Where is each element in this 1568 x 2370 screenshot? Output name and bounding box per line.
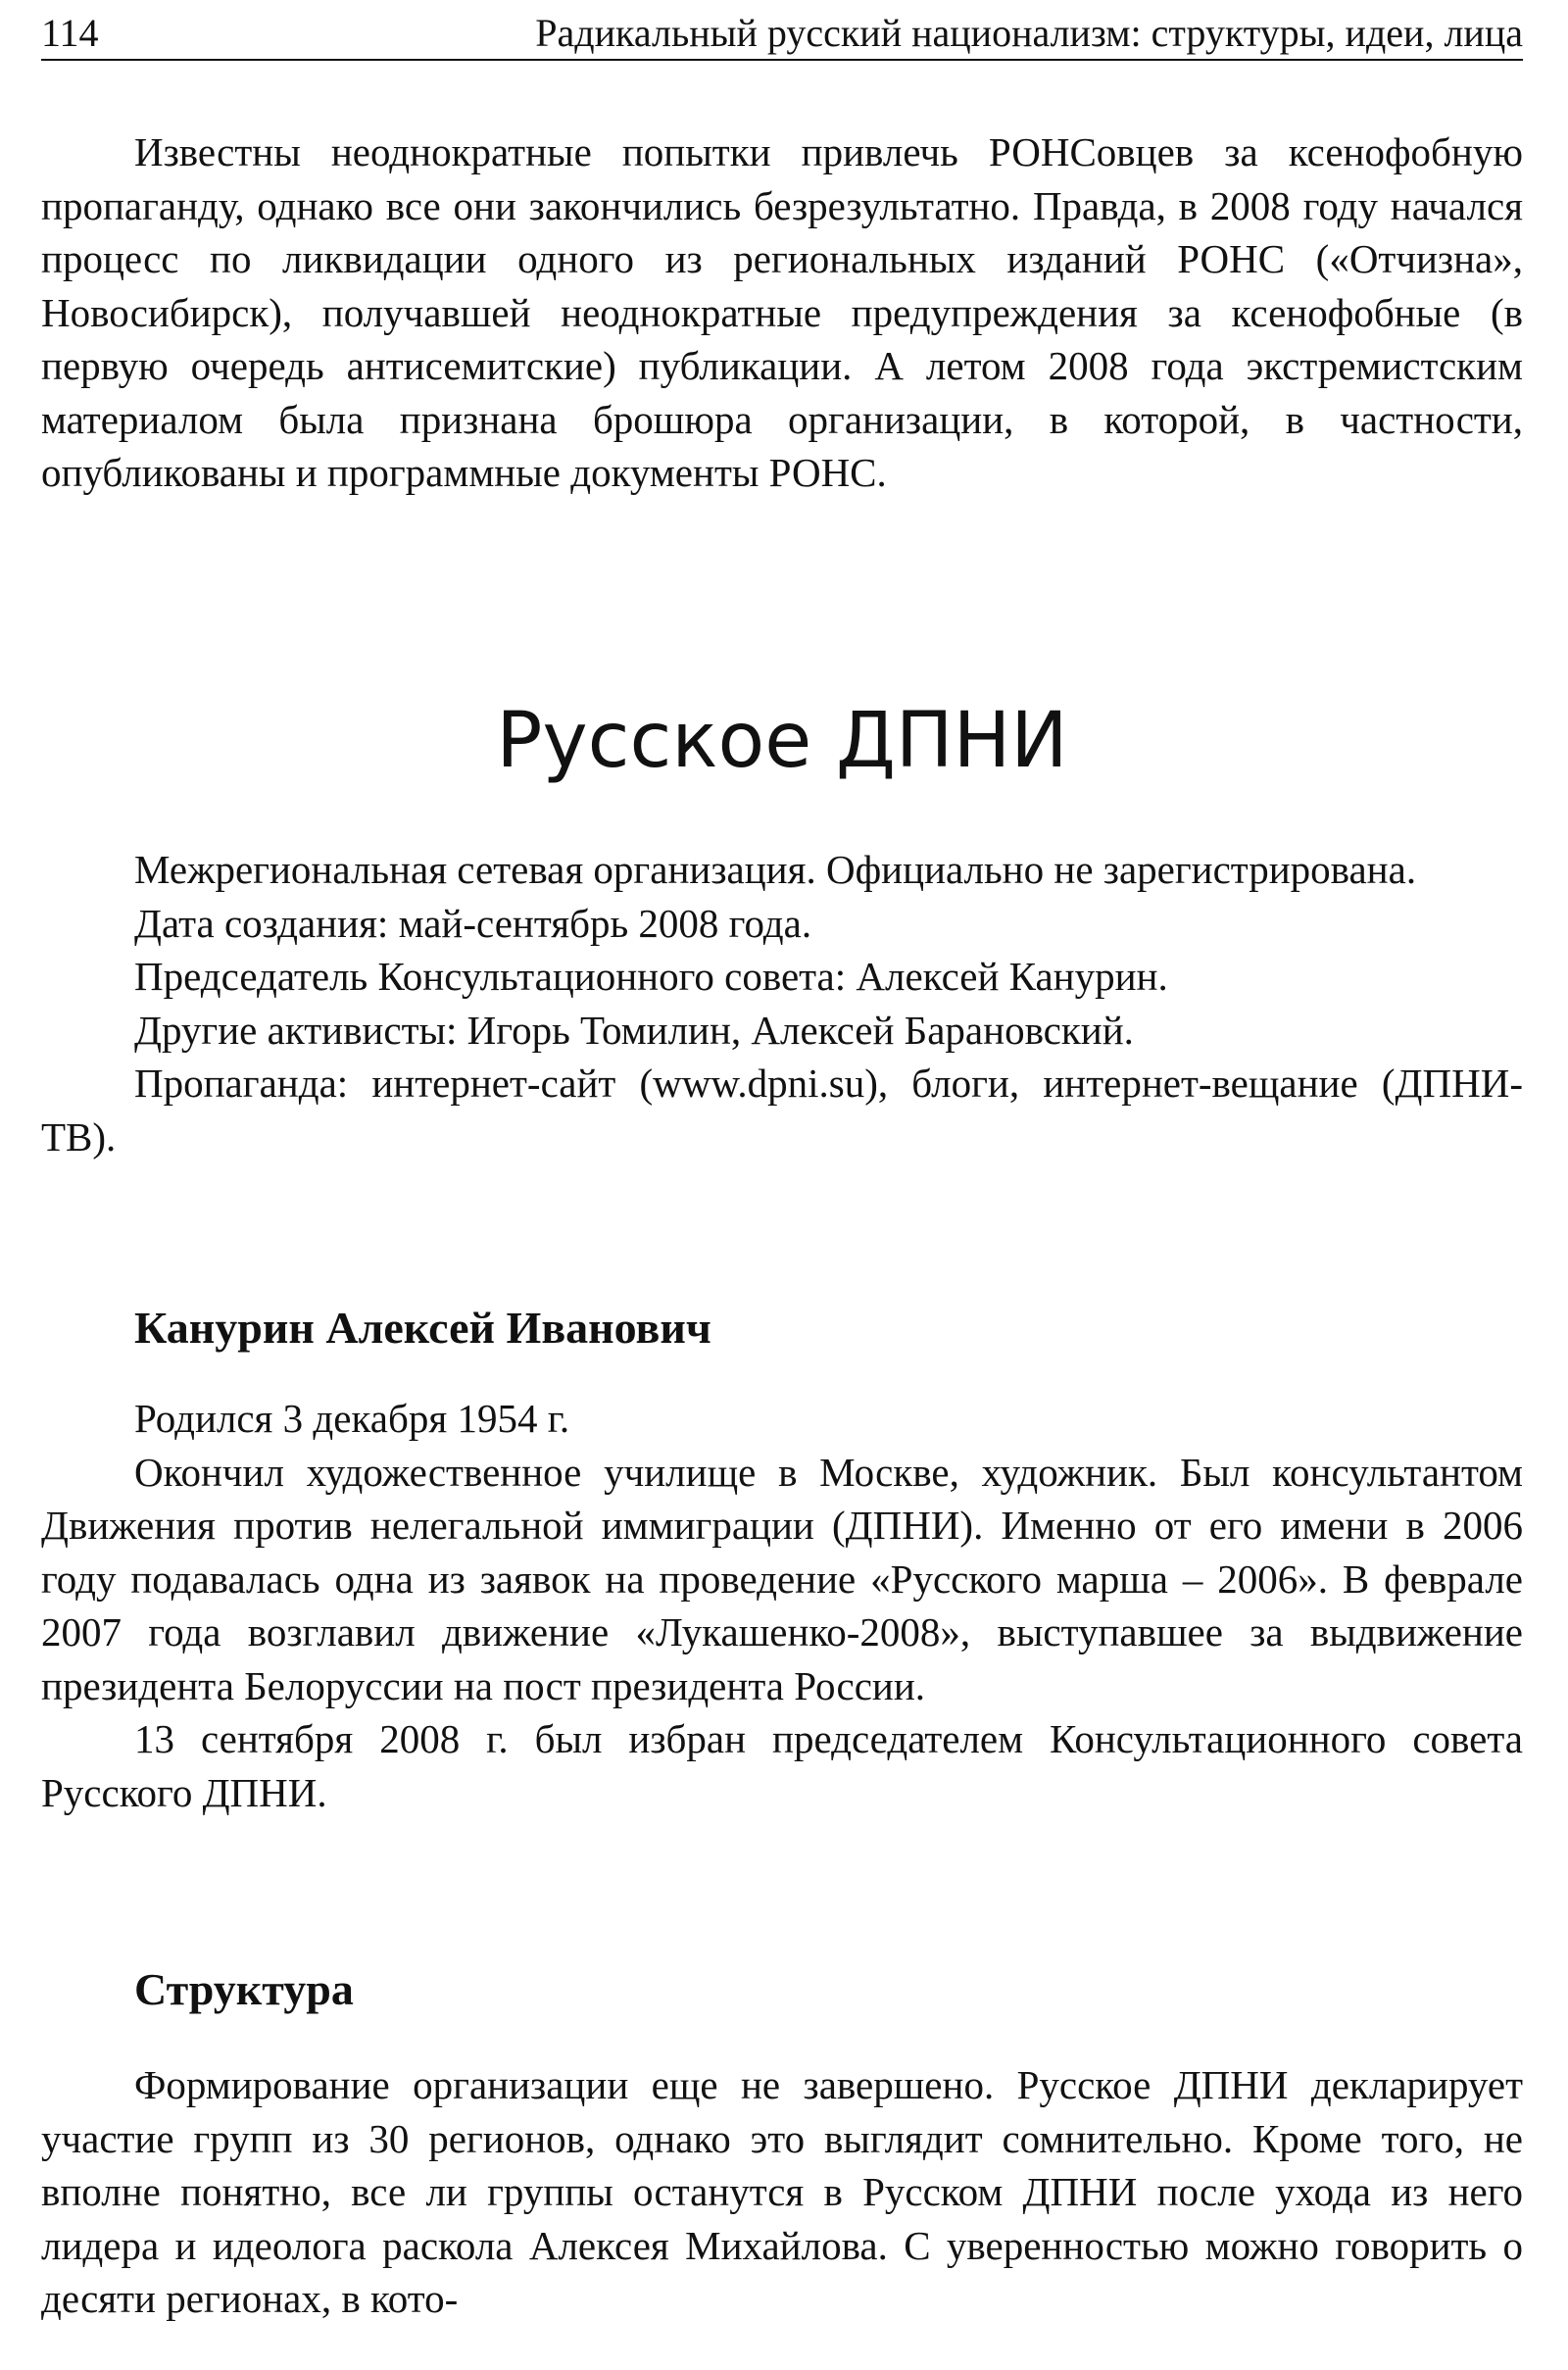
document-page [41, 0, 1523, 2370]
bio-paragraph-birth: Родился 3 декабря 1954 г. [134, 1396, 570, 1441]
intro-block [41, 125, 1523, 500]
person-heading: Канурин Алексей Иванович [134, 1303, 711, 1353]
running-header-title: Радикальный русский национализм: структуры, идеи, лица [535, 11, 1523, 55]
person-bio [41, 1392, 1523, 1819]
fact-line-founded: Дата создания: май-сентябрь 2008 года. [134, 900, 812, 946]
fact-line-activists: Другие активисты: Игорь Томилин, Алексей Барановский. [134, 1007, 1134, 1053]
structure-heading: Структура [134, 1964, 354, 2014]
section-title: Русское ДПНИ [496, 697, 1068, 785]
bio-paragraph-career: Окончил художественное училище в Москве, художник. Был консультантом Движения против нелегальной иммиграции (ДПНИ). Именно от его имени в 2006 году подавалась одна из заявок на проведение «Русского марша – 2006». В феврале 2007 года возглавил движение «Лукашенко-2008», выступавшее за выдвижение президента Белоруссии на пост президента России. [41, 1449, 1523, 1708]
running-header [41, 8, 1523, 61]
intro-paragraph: Известны неоднократные попытки привлечь РОНСовцев за ксенофобную пропаганду, однако все они закончились безрезультатно. Правда, в 2008 году начался процесс по ликвидации одного из региональных изданий РОНС («Отчизна», Новосибирск), получавшей неоднократные предупреждения за ксенофобные (в первую очередь антисемитские) публикации. А летом 2008 года экстремистским материалом была признана брошюра организации, в которой, в частности, опубликованы и программные документы РОНС. [41, 129, 1523, 495]
page-number: 114 [41, 11, 99, 55]
structure-block [41, 2058, 1523, 2326]
structure-paragraph: Формирование организации еще не завершено. Русское ДПНИ декларирует участие групп из 30 регионов, однако это выглядит сомнительно. Кроме того, не вполне понятно, все ли группы останутся в Русском ДПНИ после ухода из него лидера и идеолога раскола Алексея Михайлова. С уверенностью можно говорить о десяти регионах, в кото- [41, 2062, 1523, 2321]
bio-paragraph-election: 13 сентября 2008 г. был избран председателем Консультационного совета Русского ДПНИ. [41, 1716, 1523, 1815]
fact-line-propaganda: Пропаганда: интернет-сайт (www.dpni.su), блоги, интернет-вещание (ДПНИ-ТВ). [41, 1061, 1523, 1160]
fact-line-status: Межрегиональная сетевая организация. Официально не зарегистрирована. [134, 847, 1417, 892]
organization-facts [41, 843, 1523, 1163]
fact-line-chairman: Председатель Консультационного совета: Алексей Канурин. [134, 954, 1168, 999]
